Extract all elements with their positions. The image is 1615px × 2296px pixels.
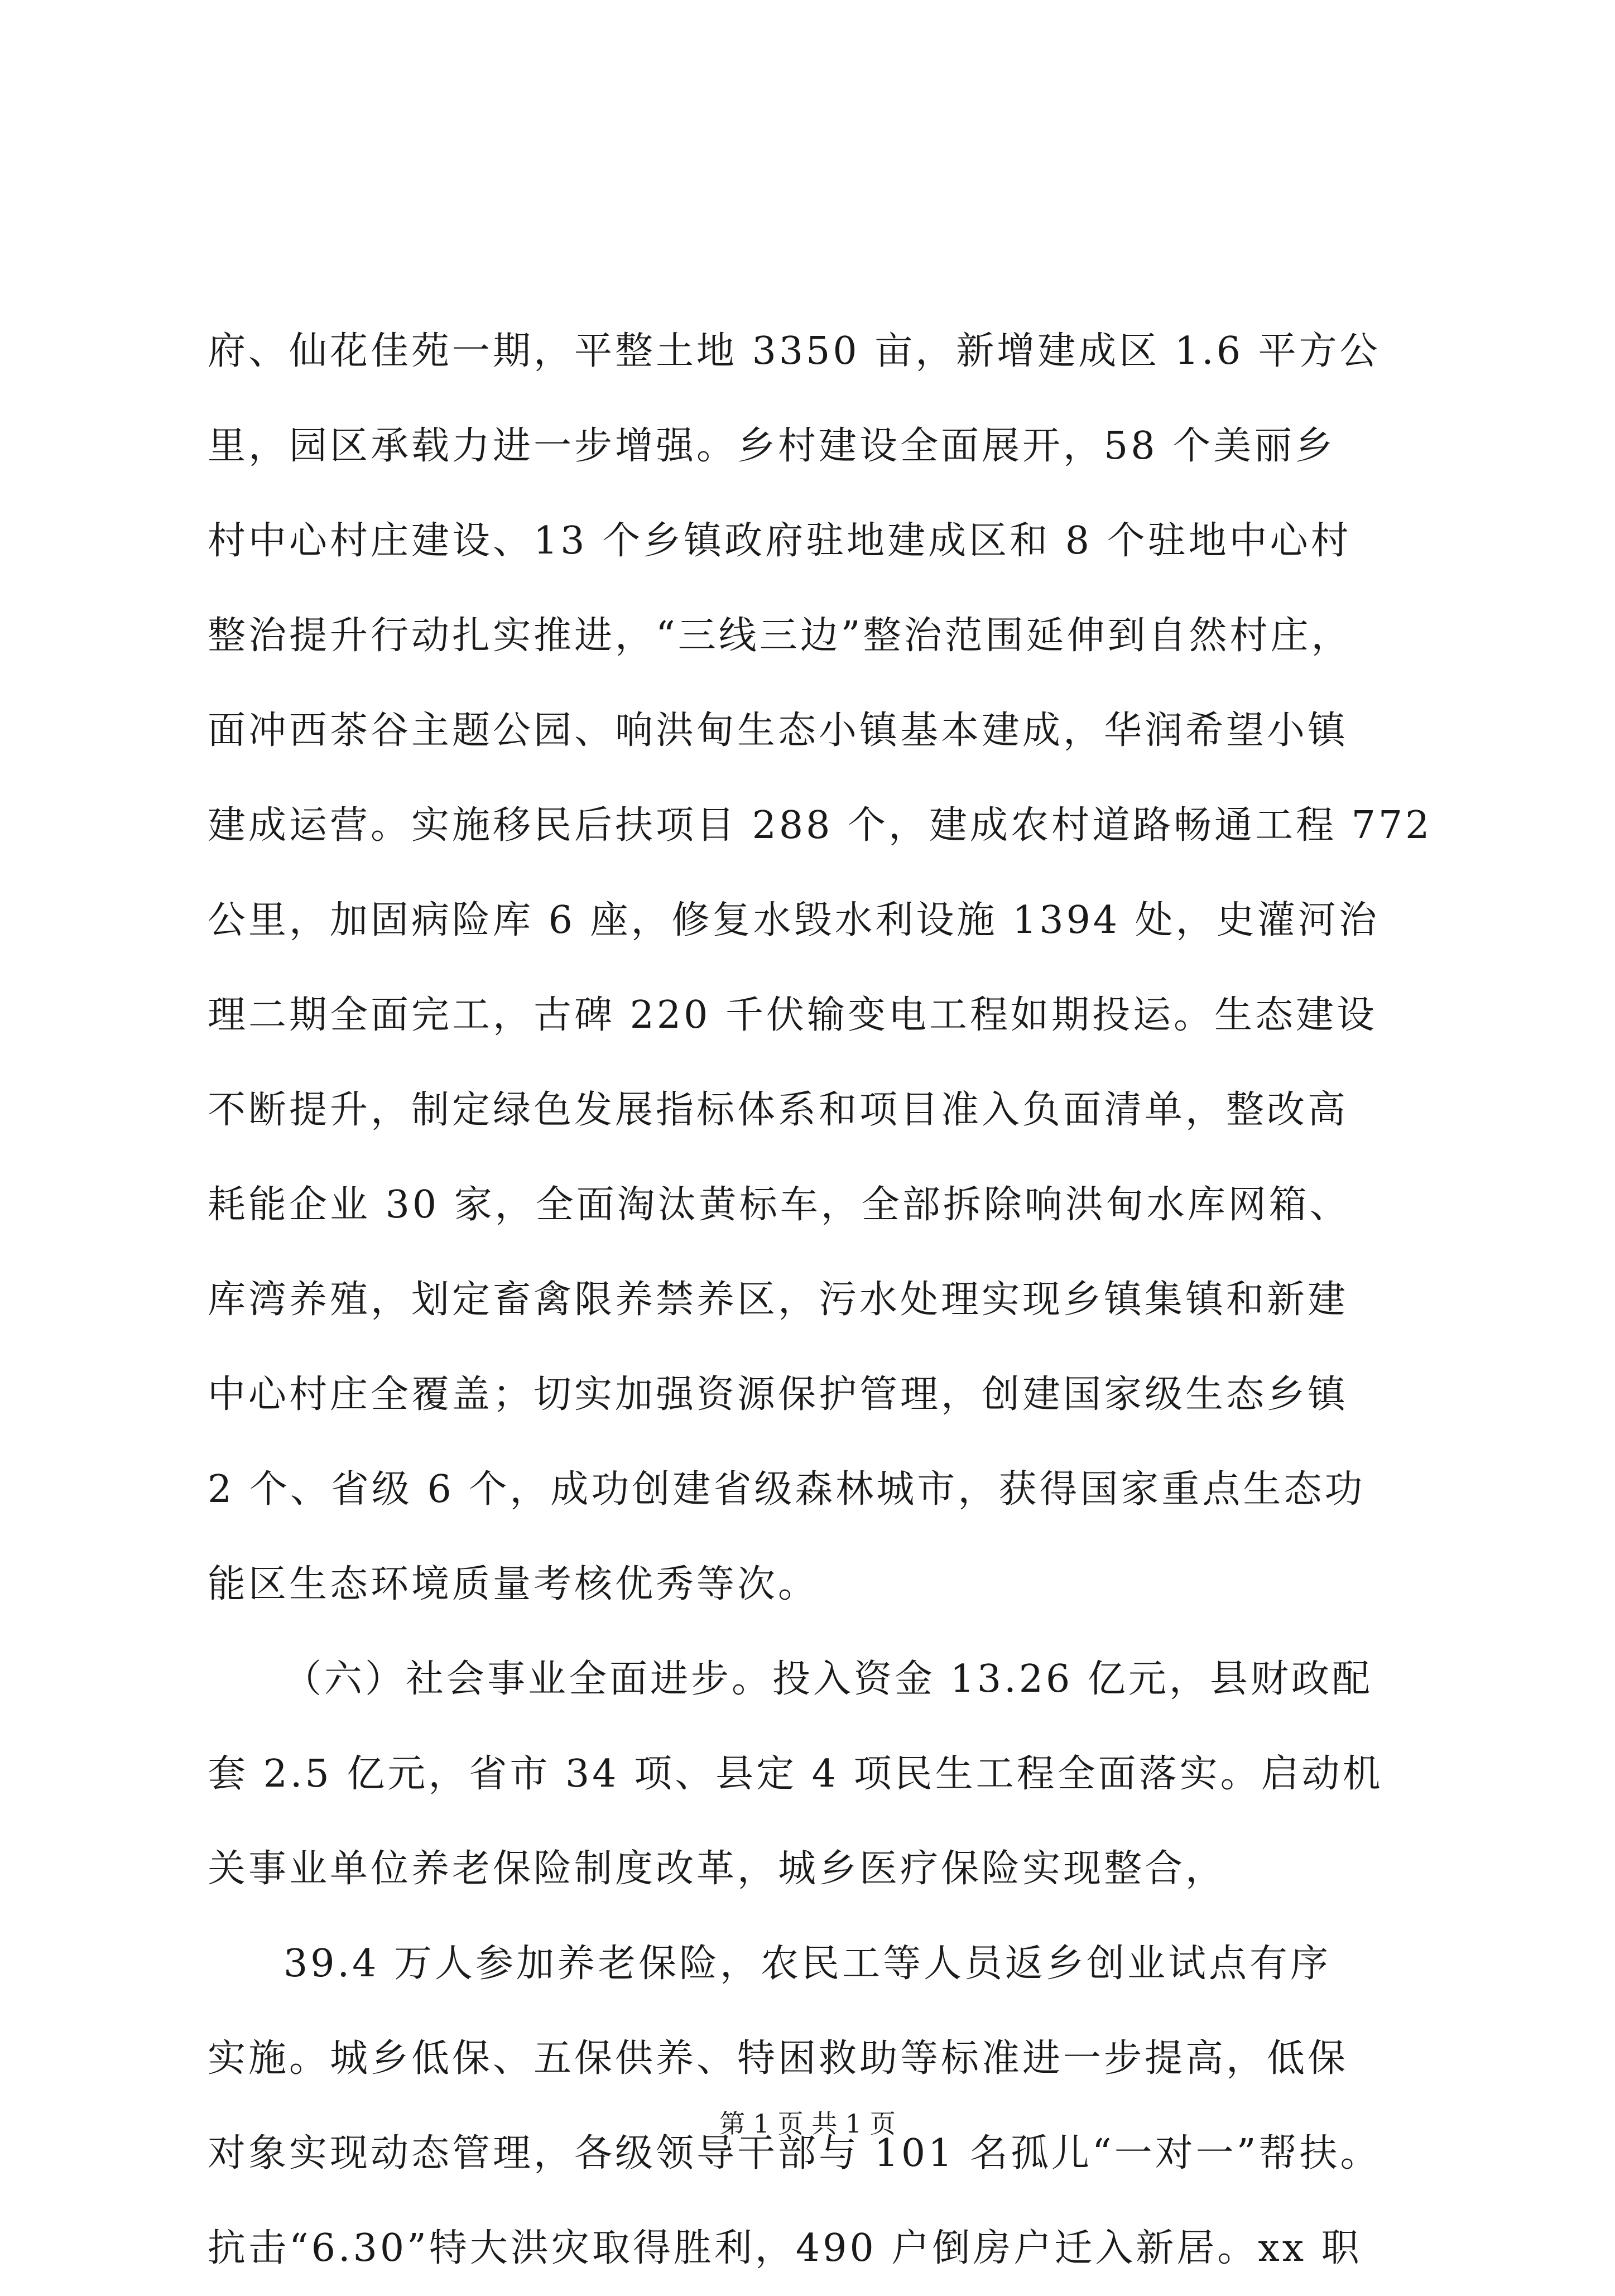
text-line: 整治提升行动扎实推进，“三线三边”整治范围延伸到自然村庄， [208, 614, 1352, 658]
text-line: 套 2.5 亿元，省市 34 项、县定 4 项民生工程全面落实。启动机 [208, 1752, 1383, 1796]
text-line: 不断提升，制定绿色发展指标体系和项目准入负面清单，整改高 [208, 1088, 1349, 1132]
document-body [208, 304, 1433, 2296]
text-line: 2 个、省级 6 个，成功创建省级森林城市，获得国家重点生态功 [208, 1467, 1366, 1512]
paragraph-start-line: （六）社会事业全面进步。投入资金 13.26 亿元，县财政配 [283, 1657, 1373, 1701]
text-line: 里，园区承载力进一步增强。乡村建设全面展开，58 个美丽乡 [208, 424, 1336, 468]
text-line: 理二期全面完工，古碑 220 千伏输变电工程如期投运。生态建设 [208, 993, 1378, 1037]
page-number-label: 第 1 页 共 1 页 [719, 2109, 896, 2139]
paragraph-start-line: 39.4 万人参加养老保险，农民工等人员返乡创业试点有序 [283, 1942, 1332, 1986]
text-line: 关事业单位养老保险制度改革，城乡医疗保险实现整合， [208, 1847, 1227, 1891]
text-line: 中心村庄全覆盖；切实加强资源保护管理，创建国家级生态乡镇 [208, 1373, 1349, 1417]
text-line: 抗击“6.30”特大洪灾取得胜利，490 户倒房户迁入新居。xx 职 [208, 2226, 1362, 2270]
text-line: 公里，加固病险库 6 座，修复水毁水利设施 1394 处，史灌河治 [208, 898, 1380, 942]
page-footer [0, 2104, 1615, 2140]
text-line: 面冲西茶谷主题公园、响洪甸生态小镇基本建成，华润希望小镇 [208, 709, 1349, 753]
text-line: 府、仙花佳苑一期，平整土地 3350 亩，新增建成区 1.6 平方公 [208, 329, 1381, 373]
text-line: 建成运营。实施移民后扶项目 288 个，建成农村道路畅通工程 772 [208, 803, 1433, 848]
text-line: 实施。城乡低保、五保供养、特困救助等标准进一步提高，低保 [208, 2037, 1349, 2081]
text-line: 库湾养殖，划定畜禽限养禁养区，污水处理实现乡镇集镇和新建 [208, 1278, 1349, 1322]
text-line: 村中心村庄建设、13 个乡镇政府驻地建成区和 8 个驻地中心村 [208, 519, 1352, 563]
text-line: 耗能企业 30 家，全面淘汰黄标车，全部拆除响洪甸水库网箱、 [208, 1183, 1350, 1227]
text-line: 能区生态环境质量考核优秀等次。 [208, 1562, 819, 1606]
text-line: 对象实现动态管理，各级领导干部与 101 名孤儿“一对一”帮扶。 [208, 2131, 1381, 2175]
